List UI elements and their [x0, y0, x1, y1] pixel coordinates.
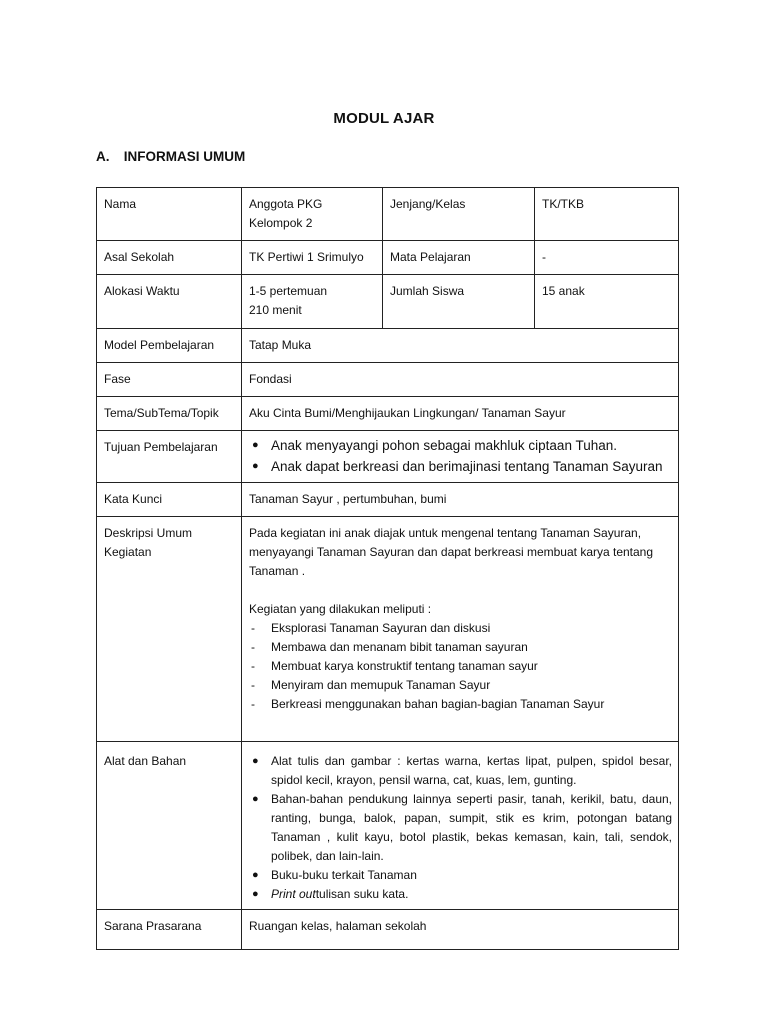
table-row: [97, 483, 679, 517]
kunci-label: Kata Kunci: [97, 483, 242, 517]
list-item: - Menyiram dan memupuk Tanaman Sayur: [249, 676, 672, 695]
section-number: A.: [96, 149, 110, 164]
list-item: [249, 885, 672, 904]
fase-label: Fase: [97, 363, 242, 397]
jenjang-value: TK/TKB: [535, 188, 679, 241]
table-row: [97, 910, 679, 950]
table-row: [97, 431, 679, 483]
tujuan-value: [242, 431, 679, 483]
table-row: [97, 363, 679, 397]
deskripsi-text: Pada kegiatan ini anak diajak untuk mengenal tentang Tanaman Sayuran, menyayangi Tanaman Sayuran dan dapat berkreasi membuat karya tentang Tanaman .: [249, 526, 654, 578]
table-row: [97, 397, 679, 431]
alat-list: [249, 752, 672, 904]
kegiatan-list: [249, 619, 672, 714]
tujuan-list: [249, 435, 672, 477]
model-label: Model Pembelajaran: [97, 329, 242, 363]
alat-label: Alat dan Bahan: [97, 742, 242, 910]
alokasi-value: [242, 275, 383, 329]
list-item: ● Anak menyayangi pohon sebagai makhluk ciptaan Tuhan.: [249, 435, 672, 456]
alat-value: [242, 742, 679, 910]
sarana-value: Ruangan kelas, halaman sekolah: [242, 910, 679, 950]
table-row: [97, 241, 679, 275]
jenjang-label: Jenjang/Kelas: [383, 188, 535, 241]
print-out-rest: tulisan suku kata.: [315, 887, 409, 901]
mapel-value: -: [535, 241, 679, 275]
page-title: MODUL AJAR: [333, 110, 435, 127]
list-item: ● Bahan-bahan pendukung lainnya seperti pasir, tanah, kerikil, batu, daun, ranting, bunga, balok, papan, sumpit, stik es krim, potongan batang Tanaman , kulit kayu, botol plastik, bekas kemasan, kain, tali, sendok, polibek, dan lain-lain.: [249, 790, 672, 866]
list-item: ● Anak dapat berkreasi dan berimajinasi tentang Tanaman Sayuran: [249, 456, 672, 477]
print-out-text: Print out: [271, 887, 316, 901]
nama-label: Nama: [97, 188, 242, 241]
table-row: [97, 329, 679, 363]
table-row: [97, 275, 679, 329]
alokasi-line1: 1-5 pertemuan: [249, 284, 328, 298]
jumlah-label: Jumlah Siswa: [383, 275, 535, 329]
kegiatan-intro: Kegiatan yang dilakukan meliputi :: [249, 602, 432, 616]
list-item: - Membawa dan menanam bibit tanaman sayuran: [249, 638, 672, 657]
deskripsi-value: [242, 517, 679, 742]
fase-value: Fondasi: [242, 363, 679, 397]
table-row: [97, 517, 679, 742]
list-item: - Eksplorasi Tanaman Sayuran dan diskusi: [249, 619, 672, 638]
section-heading: [96, 149, 245, 164]
list-item: - Membuat karya konstruktif tentang tanaman sayur: [249, 657, 672, 676]
list-item: ● Alat tulis dan gambar : kertas warna, kertas lipat, pulpen, spidol besar, spidol kecil, krayon, pensil warna, cat, kuas, lem, gunting.: [249, 752, 672, 790]
asal-value: TK Pertiwi 1 Srimulyo: [242, 241, 383, 275]
deskripsi-label: Deskripsi Umum Kegiatan: [97, 517, 242, 742]
tema-value: Aku Cinta Bumi/Menghijaukan Lingkungan/ Tanaman Sayur: [242, 397, 679, 431]
alokasi-label: Alokasi Waktu: [97, 275, 242, 329]
jumlah-value: 15 anak: [535, 275, 679, 329]
info-table: [96, 187, 679, 950]
section-title: INFORMASI UMUM: [123, 149, 246, 164]
tema-label: Tema/SubTema/Topik: [97, 397, 242, 431]
mapel-label: Mata Pelajaran: [383, 241, 535, 275]
asal-label: Asal Sekolah: [97, 241, 242, 275]
list-item: - Berkreasi menggunakan bahan bagian-bagian Tanaman Sayur: [249, 695, 672, 714]
table-row: [97, 742, 679, 910]
list-item: ● Buku-buku terkait Tanaman: [249, 866, 672, 885]
sarana-label: Sarana Prasarana: [97, 910, 242, 950]
nama-value: Anggota PKG Kelompok 2: [242, 188, 383, 241]
tujuan-label: Tujuan Pembelajaran: [97, 431, 242, 483]
alokasi-line2: 210 menit: [249, 303, 302, 317]
kunci-value: Tanaman Sayur , pertumbuhan, bumi: [242, 483, 679, 517]
model-value: Tatap Muka: [242, 329, 679, 363]
table-row: [97, 188, 679, 241]
